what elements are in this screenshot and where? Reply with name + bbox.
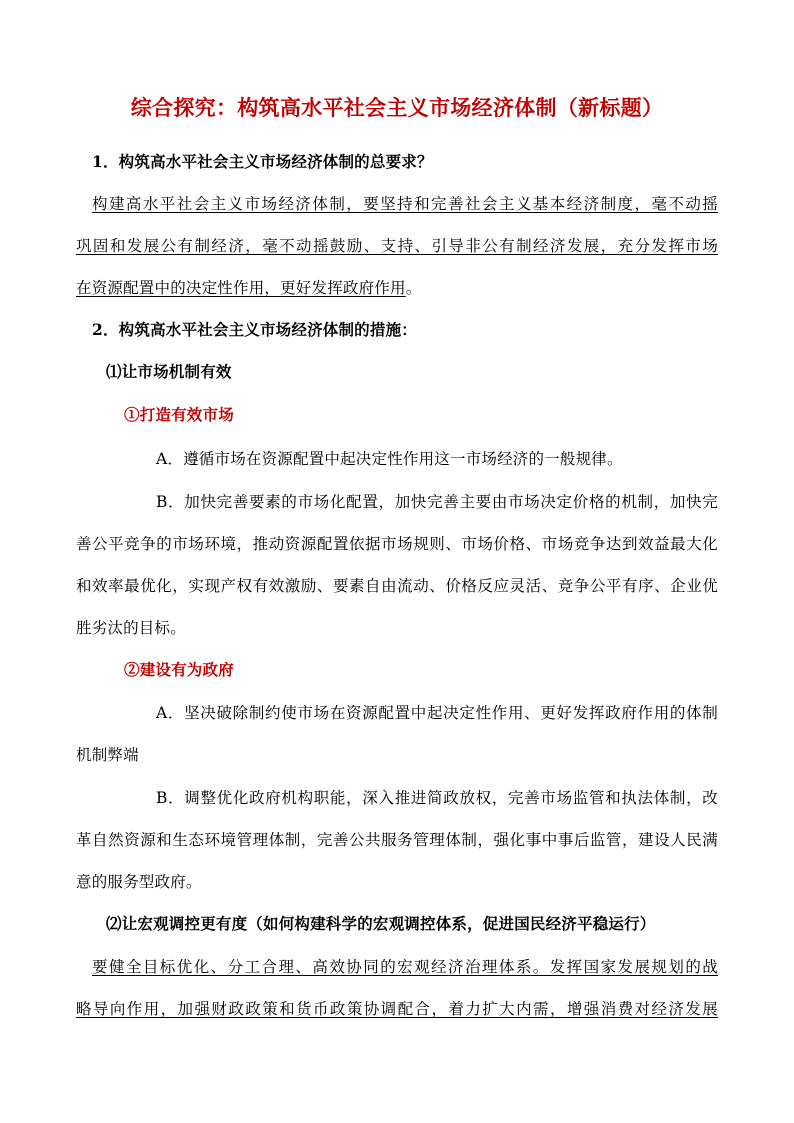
sub1-heading: ⑴让市场机制有效 [106, 362, 232, 381]
part1-b-line-4: 胜劣汰的目标。 [76, 619, 186, 637]
q1-answer-line-2: 巩固和发展公有制经济，毫不动摇鼓励、支持、引导非公有制经济发展，充分发挥市场 [76, 237, 718, 255]
sub2-heading: ⑵让宏观调控更有度（如何构建科学的宏观调控体系，促进国民经济平稳运行） [106, 914, 656, 933]
part1-b-line-1: B．加快完善要素的市场化配置，加快完善主要由市场决定价格的机制，加快完 [156, 493, 718, 511]
q1-answer-line-1: 构建高水平社会主义市场经济体制，要坚持和完善社会主义基本经济制度，毫不动摇 [92, 195, 718, 213]
q1-heading: 1．构筑高水平社会主义市场经济体制的总要求？ [92, 152, 433, 171]
part2-b-line-1: B．调整优化政府机构职能，深入推进简政放权，完善市场监管和执法体制，改 [156, 789, 718, 807]
part2-heading: ②建设有为政府 [124, 660, 234, 679]
part1-heading: ①打造有效市场 [124, 405, 234, 424]
sub2-line-1: 要健全目标优化、分工合理、高效协同的宏观经济治理体系。发挥国家发展规划的战 [92, 958, 718, 976]
q1-answer-end: 。 [405, 279, 422, 297]
part2-a-line-2: 机制弊端 [76, 746, 139, 764]
q1-answer-line-3 [76, 278, 718, 298]
q2-heading: 2．构筑高水平社会主义市场经济体制的措施： [92, 320, 417, 339]
part1-a: A．遵循市场在资源配置中起决定性作用这一市场经济的一般规律。 [156, 450, 623, 468]
part2-a-line-1: A．坚决破除制约使市场在资源配置中起决定性作用、更好发挥政府作用的体制 [156, 704, 718, 722]
sub2-line-2: 略导向作用，加强财政政策和货币政策协调配合，着力扩大内需，增强消费对经济发展 [76, 1000, 718, 1018]
document-title: 综合探究：构筑高水平社会主义市场经济体制（新标题） [130, 95, 664, 120]
part1-b-line-3: 和效率最优化，实现产权有效激励、要素自由流动、价格反应灵活、竞争公平有序、企业优 [76, 577, 718, 595]
part2-b-line-2: 革自然资源和生态环境管理体制，完善公共服务管理体制，强化事中事后监管，建设人民满 [76, 831, 718, 849]
part2-b-line-3: 意的服务型政府。 [76, 873, 202, 891]
q1-answer-line-3-text: 在资源配置中的决定性作用，更好发挥政府作用 [76, 279, 406, 297]
part1-b-line-2: 善公平竞争的市场环境，推动资源配置依据市场规则、市场价格、市场竞争达到效益最大化 [76, 535, 718, 553]
